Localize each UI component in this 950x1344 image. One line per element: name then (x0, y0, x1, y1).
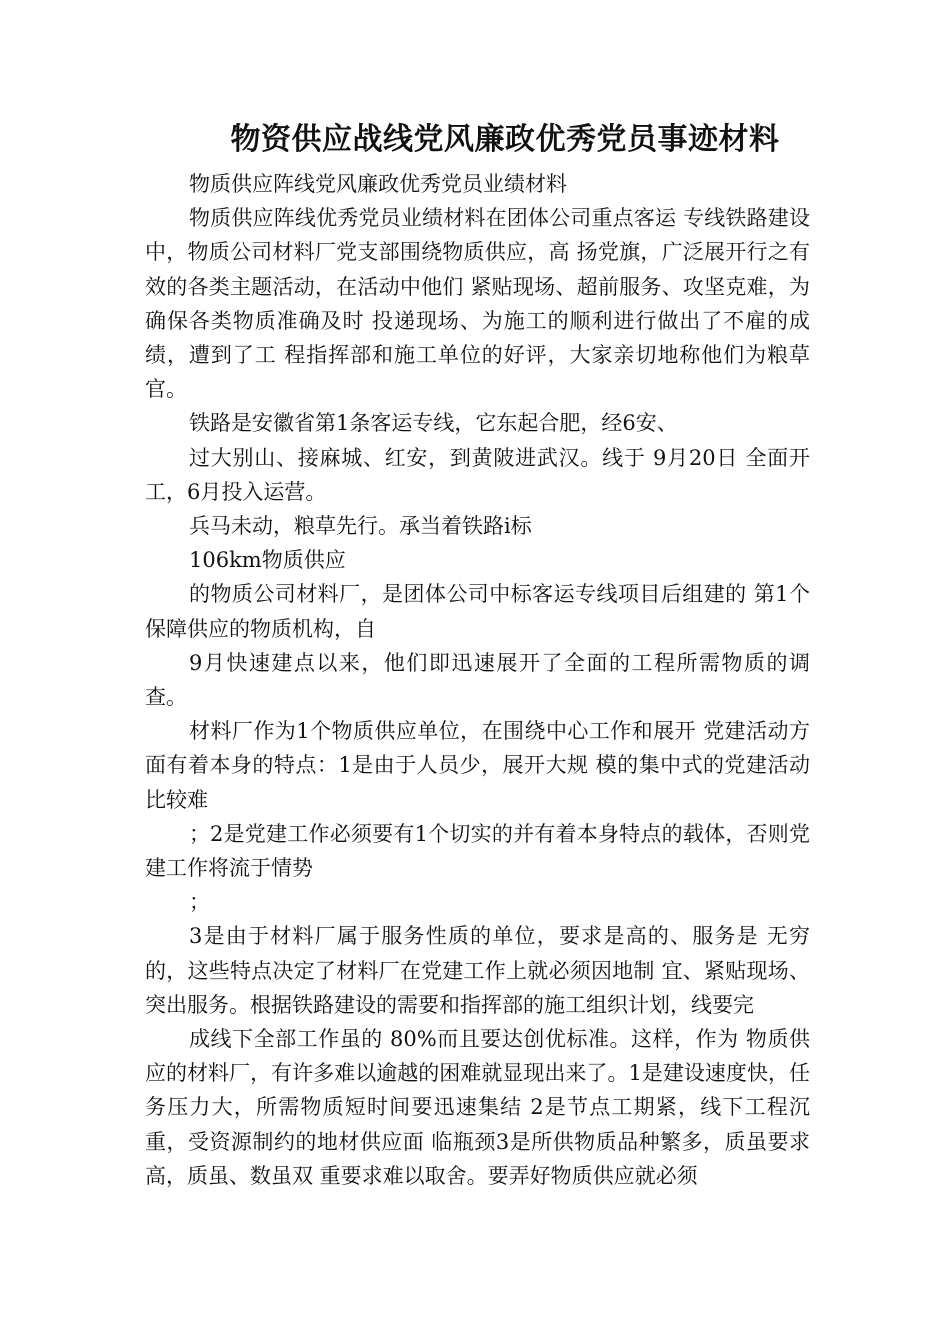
paragraph: 物质供应阵线党风廉政优秀党员业绩材料 (189, 172, 567, 196)
paragraph: 兵马未动，粮草先行。承当着铁路i标 (189, 514, 532, 539)
paragraph: 物质供应阵线优秀党员业绩材料在团体公司重点客运 专线铁路建设中，物质公司材料厂党支部围绕物质供应，高 扬党旗，广泛展开行之有效的各类主题活动，在活动中他们 紧贴现场、超前服务、攻坚克难，为确保各类物质准确及时 投递现场、为施工的顺利进行做出了不雇的成绩，遭到了工 程指挥部和施工单位的好评，大家亲切地称他们为粮草官。 (145, 206, 810, 402)
paragraph: 106km物质供应 (189, 548, 346, 573)
paragraph: 铁路是安徽省第1条客运专线，它东起合肥，经6安、 (189, 411, 678, 436)
paragraph: 3是由于材料厂属于服务性质的单位，要求是高的、服务是 无穷的，这些特点决定了材料厂在党建工作上就必须因地制 宜、紧贴现场、突出服务。根据铁路建设的需要和指挥部的施工组织计划，线要完 (145, 924, 810, 1017)
paragraph: ； (189, 890, 210, 915)
paragraph: 成线下全部工作虽的 80%而且要达创优标准。这样，作为 物质供应的材料厂，有许多难以逾越的困难就显现出来了。1是建设速度快，任务压力大，所需物质短时间要迅速集结 2是节点工期紧，线下工程沉重，受资源制约的地材供应面 临瓶颈3是所供物质品种繁多，质虽要求高，质虽、数虽双 重要求难以取舍。要弄好物质供应就必须 (145, 1027, 810, 1188)
paragraph: 9月快速建点以来，他们即迅速展开了全面的工程所需物质的调查。 (145, 650, 810, 710)
paragraph: 过大别山、接麻城、红安，到黄陂进武汉。线于 9月20日 全面开工，6月投入运营。 (145, 445, 810, 504)
document-body (145, 167, 810, 1193)
paragraph: 的物质公司材料厂，是团体公司中标客运专线项目后组建的 第1个保障供应的物质机构，自 (145, 582, 810, 641)
paragraph: ；2是党建工作必须要有1个切实的并有着本身特点的载体，否则党建工作将流于情势 (145, 821, 810, 881)
paragraph: 材料厂作为1个物质供应单位，在围绕中心工作和展开 党建活动方面有着本身的特点：1是由于人员少，展开大规 模的集中式的党建活动比较难 (145, 719, 810, 812)
document-title: 物资供应战线党风廉政优秀党员事迹材料 (230, 122, 780, 157)
